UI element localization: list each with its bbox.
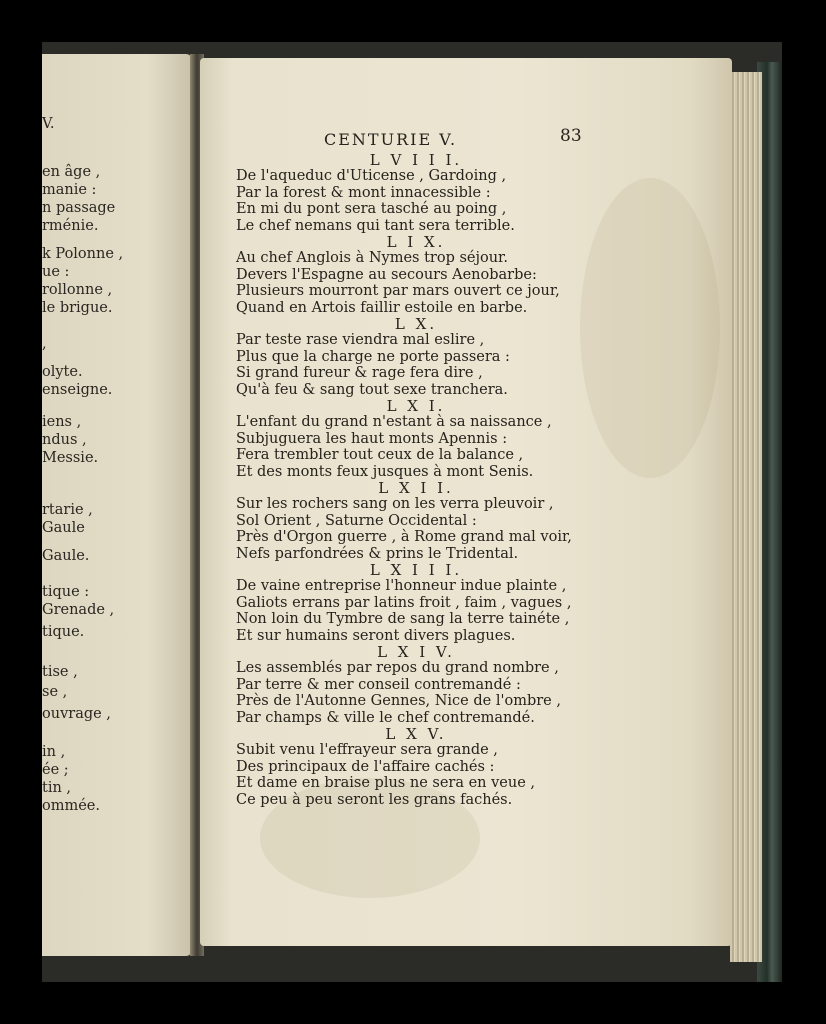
verse-line: Et des monts feux jusques à mont Senis. <box>236 463 534 480</box>
left-page-fragment: manie : <box>42 182 97 198</box>
quatrain <box>236 726 596 808</box>
left-page-fragment: Gaule <box>42 520 85 536</box>
verse-line: Par teste rase viendra mal eslire , <box>236 332 485 348</box>
verse-line: Subjuguera les haut monts Apennis : <box>236 430 508 447</box>
quatrain <box>236 152 596 234</box>
verse-line: Quand en Artois faillir estoile en barbe. <box>236 299 528 316</box>
paper-stain <box>580 178 720 478</box>
left-page-fragment: k Polonne , <box>42 246 124 262</box>
quatrain-number: L I X. <box>386 233 446 251</box>
left-page-fragment: ouvrage , <box>42 706 111 722</box>
left-page-fragment: in , <box>42 744 66 760</box>
verse-line: Devers l'Espagne au secours Aenobarbe: <box>236 266 537 283</box>
left-page-fragment: se , <box>42 684 68 700</box>
left-page-fragment: rtarie , <box>42 502 93 518</box>
verse-line: Ce peu à peu seront les grans fachés. <box>236 791 513 808</box>
book-scan <box>42 42 782 982</box>
verse-line: Galiots errans par latins froit , faim , vagues , <box>236 594 572 611</box>
quatrain <box>236 398 596 480</box>
left-page-fragment: tise , <box>42 664 78 680</box>
verse-line: Près de l'Autonne Gennes, Nice de l'ombre , <box>236 693 561 709</box>
verse-line: Qu'à feu & sang tout sexe tranchera. <box>236 381 508 398</box>
quatrain-number: L X I I I. <box>369 561 463 579</box>
left-page-fragment: Grenade , <box>42 602 115 618</box>
quatrain <box>236 480 596 562</box>
quatrain-number: L X I V. <box>377 643 455 661</box>
verse-line: De vaine entreprise l'honneur indue plainte , <box>236 578 567 594</box>
left-page-fragment: enseigne. <box>42 382 113 398</box>
verse-line: Sur les rochers sang on les verra pleuvoir , <box>236 496 554 512</box>
verse-line: Et sur humains seront divers plagues. <box>236 627 516 644</box>
verse-line: Près d'Orgon guerre , à Rome grand mal voir, <box>236 529 572 545</box>
verse-line: Des principaux de l'affaire cachés : <box>236 758 495 775</box>
left-page-fragment: tin , <box>42 780 72 796</box>
quatrain-number: L X I I. <box>378 479 454 497</box>
left-page-fragment: tique : <box>42 584 90 600</box>
verse-line: Fera trembler tout ceux de la balance , <box>236 447 524 463</box>
quatrain-number: L X I. <box>386 397 446 415</box>
quatrain-number: L V I I I. <box>369 151 463 169</box>
quatrain <box>236 316 596 398</box>
left-page-fragment: iens , <box>42 414 82 430</box>
verse-line: Le chef nemans qui tant sera terrible. <box>236 217 515 234</box>
verse-line: Les assemblés par repos du grand nombre , <box>236 660 559 676</box>
left-page-header: V. <box>42 116 55 132</box>
left-page-fragment: ommée. <box>42 798 100 814</box>
verse-line: Sol Orient , Saturne Occidental : <box>236 512 477 529</box>
quatrain-number: L X. <box>394 315 438 333</box>
verse-line: Par la forest & mont innacessible : <box>236 184 491 201</box>
right-page <box>200 58 732 946</box>
left-page-fragment: en âge , <box>42 164 101 180</box>
verse-line: Plus que la charge ne porte passera : <box>236 348 510 365</box>
verse-line: Par champs & ville le chef contremandé. <box>236 709 535 726</box>
left-page-fragment: ée ; <box>42 762 69 778</box>
page-fore-edge <box>730 72 762 962</box>
left-page-fragment: Gaule. <box>42 548 90 564</box>
left-page <box>42 54 192 956</box>
quatrain <box>236 562 596 644</box>
verse-line: Par terre & mer conseil contremandé : <box>236 676 521 693</box>
page-number: 83 <box>560 126 582 146</box>
verse-line: Et dame en braise plus ne sera en veue , <box>236 775 536 791</box>
verse-line: De l'aqueduc d'Uticense , Gardoing , <box>236 168 507 184</box>
verse-line: Non loin du Tymbre de sang la terre tainéte , <box>236 611 570 627</box>
left-page-fragment: ndus , <box>42 432 87 448</box>
running-head: CENTURIE V. <box>324 130 458 149</box>
left-page-fragment: olyte. <box>42 364 83 380</box>
left-page-fragment: le brigue. <box>42 300 113 316</box>
quatrain <box>236 644 596 726</box>
verse-line: En mi du pont sera tasché au poing , <box>236 201 507 217</box>
left-page-fragment: Messie. <box>42 450 99 466</box>
quatrain <box>236 234 596 316</box>
quatrain-number: L X V. <box>385 725 447 743</box>
verse-line: Si grand fureur & rage fera dire , <box>236 365 483 381</box>
verse-line: Au chef Anglois à Nymes trop séjour. <box>236 250 509 266</box>
verse-line: Subit venu l'effrayeur sera grande , <box>236 742 498 758</box>
left-page-fragment: rollonne , <box>42 282 113 298</box>
verse-line: Nefs parfondrées & prins le Tridental. <box>236 545 519 562</box>
verse-line: L'enfant du grand n'estant à sa naissance , <box>236 414 552 430</box>
left-page-fragment: ue : <box>42 264 70 280</box>
left-page-text <box>42 54 192 956</box>
left-page-fragment: rménie. <box>42 218 99 234</box>
quatrain-list <box>236 152 596 808</box>
left-page-fragment: n passage <box>42 200 116 216</box>
left-page-fragment: tique. <box>42 624 85 640</box>
verse-line: Plusieurs mourront par mars ouvert ce jour, <box>236 283 560 299</box>
left-page-fragment: , <box>42 336 47 352</box>
